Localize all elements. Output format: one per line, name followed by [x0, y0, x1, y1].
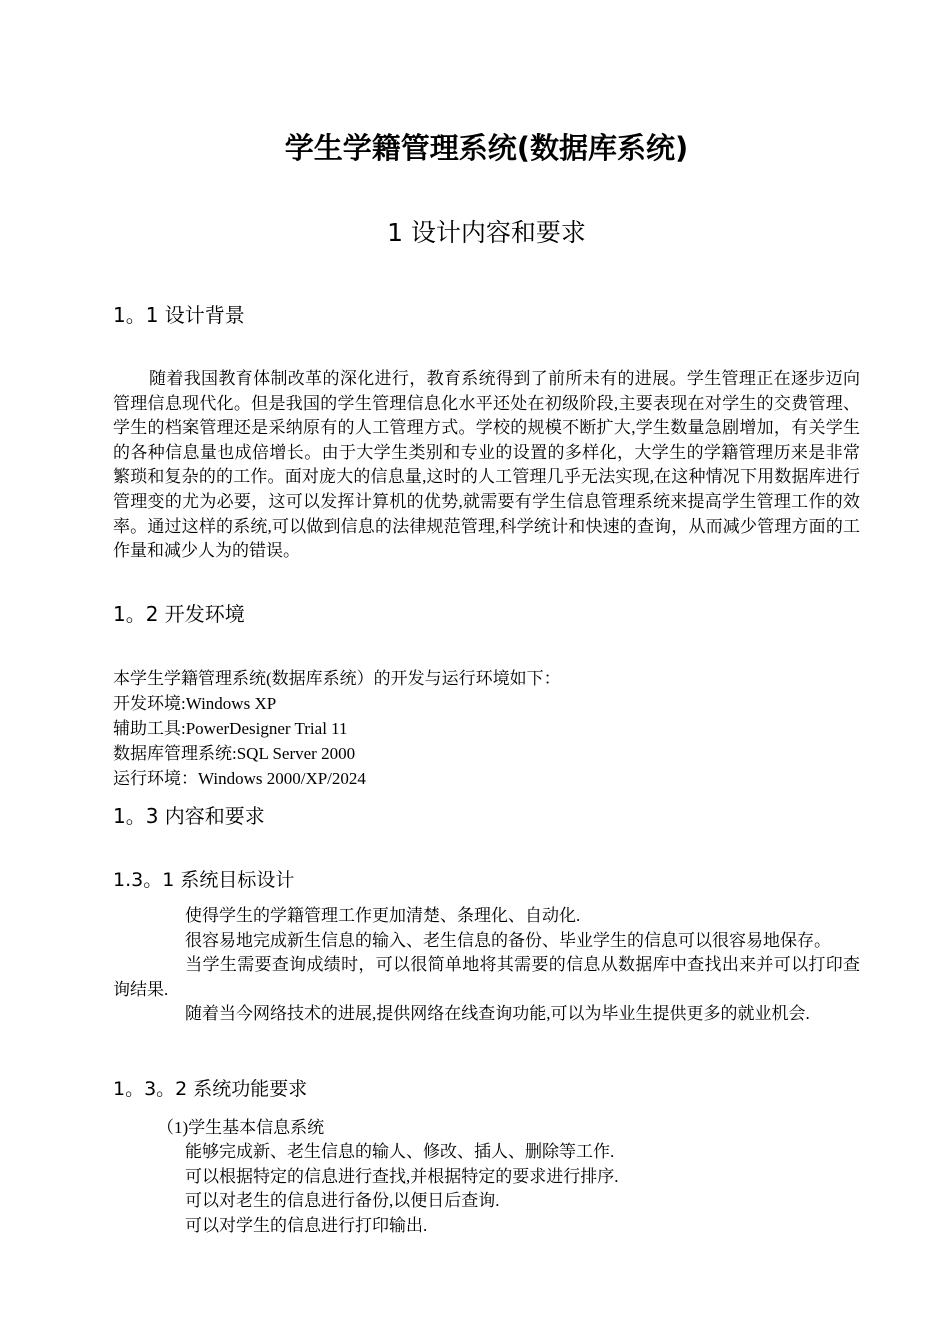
goals-list: [113, 904, 860, 1027]
subsystem-label: （1)学生基本信息系统: [157, 1118, 325, 1137]
list-item: 可以对学生的信息进行打印输出.: [185, 1215, 428, 1235]
environment-intro: 本学生学籍管理系统(数据库系统）的开发与运行环境如下：: [113, 669, 561, 688]
section-heading-requirements: 1。3 内容和要求: [113, 804, 265, 828]
functions-list: [113, 1140, 860, 1238]
environment-tools: 辅助工具:PowerDesigner Trial 11: [113, 719, 348, 738]
list-item: 能够完成新、老生信息的输人、修改、插人、删除等工作.: [185, 1142, 615, 1161]
background-paragraph: 随着我国教育体制改革的深化进行，教育系统得到了前所未有的进展。学生管理正在逐步迈向管理信息现代化。但是我国的学生管理信息化水平还处在初级阶段,主要表现在对学生的交费管理、学生的档案管理还是采纳原有的人工管理方式。学校的规模不断扩大,学生数量急剧增加，有关学生的各种信息量也成倍增长。由于大学生类别和专业的设置的多样化，大学生的学籍管理历来是非常繁琐和复杂的的工作。面对庞大的信息量,这时的人工管理几乎无法实现,在这种情况下用数据库进行管理变的尤为必要，这可以发挥计算机的优势,就需要有学生信息管理系统来提高学生管理工作的效率。通过这样的系统,可以做到信息的法律规范管理,科学统计和快速的查询，从而减少管理方面的工作量和减少人为的错误。: [113, 369, 860, 561]
environment-runtime: 运行环境：Windows 2000/XP/2024: [113, 769, 366, 788]
environment-list: [113, 666, 860, 791]
subsection-heading-goals: 1.3。1 系统目标设计: [113, 869, 295, 891]
section-heading-environment: 1。2 开发环境: [113, 602, 245, 626]
chapter-title: 1 设计内容和要求: [387, 218, 586, 247]
subsection-heading-functions: 1。3。2 系统功能要求: [113, 1078, 308, 1100]
list-item: 使得学生的学籍管理工作更加清楚、条理化、自动化.: [185, 906, 581, 925]
list-item: 可以对老生的信息进行备份,以便日后查询.: [185, 1191, 500, 1211]
section-heading-background: 1。1 设计背景: [113, 303, 245, 327]
environment-dev: 开发环境:Windows XP: [113, 694, 277, 713]
list-item: 当学生需要查询成绩时，可以很简单地将其需要的信息从数据库中查找出来并可以打印查询结果.: [113, 955, 860, 999]
list-item: 随着当今网络技术的进展,提供网络在线查询功能,可以为毕业生提供更多的就业机会.: [185, 1004, 810, 1024]
list-item: 可以根据特定的信息进行查找,并根据特定的要求进行排序.: [185, 1166, 619, 1186]
list-item: 很容易地完成新生信息的输入、老生信息的备份、毕业学生的信息可以很容易地保存。: [185, 930, 831, 950]
environment-dbms: 数据库管理系统:SQL Server 2000: [113, 744, 356, 763]
document-title: 学生学籍管理系统(数据库系统): [284, 131, 689, 165]
